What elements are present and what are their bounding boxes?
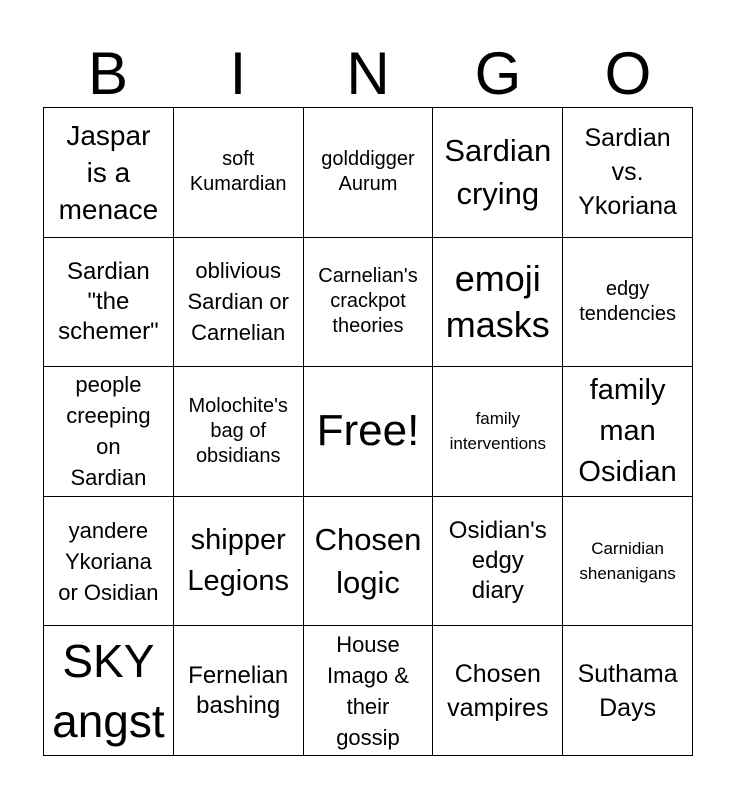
bingo-cell[interactable]: yandere Ykoriana or Osidian <box>44 497 174 627</box>
header-letter-b: B <box>87 40 129 107</box>
bingo-cell[interactable]: family interventions <box>433 367 563 497</box>
bingo-board <box>43 107 693 756</box>
bingo-cell[interactable]: Suthama Days <box>563 626 693 756</box>
bingo-cell[interactable]: shipper Legions <box>174 497 304 627</box>
bingo-cell[interactable]: Molochite's bag of obsidians <box>174 367 304 497</box>
header-letter-n: N <box>346 40 390 107</box>
bingo-cell[interactable]: Chosen logic <box>304 497 434 627</box>
bingo-header <box>43 40 693 108</box>
bingo-cell[interactable]: oblivious Sardian or Carnelian <box>174 238 304 368</box>
bingo-cell[interactable]: House Imago & their gossip <box>304 626 434 756</box>
bingo-cell[interactable]: Jaspar is a menace <box>44 108 174 238</box>
bingo-cell[interactable]: Chosen vampires <box>433 626 563 756</box>
header-letter-g: G <box>474 40 522 107</box>
bingo-cell[interactable]: family man Osidian <box>563 367 693 497</box>
bingo-cell[interactable]: Carnidian shenanigans <box>563 497 693 627</box>
bingo-cell[interactable]: SKY angst <box>44 626 174 756</box>
bingo-cell[interactable]: people creeping on Sardian <box>44 367 174 497</box>
bingo-cell[interactable]: Sardian "the schemer" <box>44 238 174 368</box>
bingo-cell[interactable]: emoji masks <box>433 238 563 368</box>
bingo-cell[interactable]: Sardian crying <box>433 108 563 238</box>
bingo-cell[interactable]: edgy tendencies <box>563 238 693 368</box>
header-letter-o: O <box>604 40 652 107</box>
bingo-cell[interactable]: Osidian's edgy diary <box>433 497 563 627</box>
bingo-cell[interactable]: Carnelian's crackpot theories <box>304 238 434 368</box>
header-letter-i: I <box>229 40 247 107</box>
bingo-cell[interactable]: golddigger Aurum <box>304 108 434 238</box>
bingo-cell[interactable]: Fernelian bashing <box>174 626 304 756</box>
bingo-cell[interactable]: Sardian vs. Ykoriana <box>563 108 693 238</box>
free-space-cell[interactable]: Free! <box>304 367 434 497</box>
bingo-cell[interactable]: soft Kumardian <box>174 108 304 238</box>
